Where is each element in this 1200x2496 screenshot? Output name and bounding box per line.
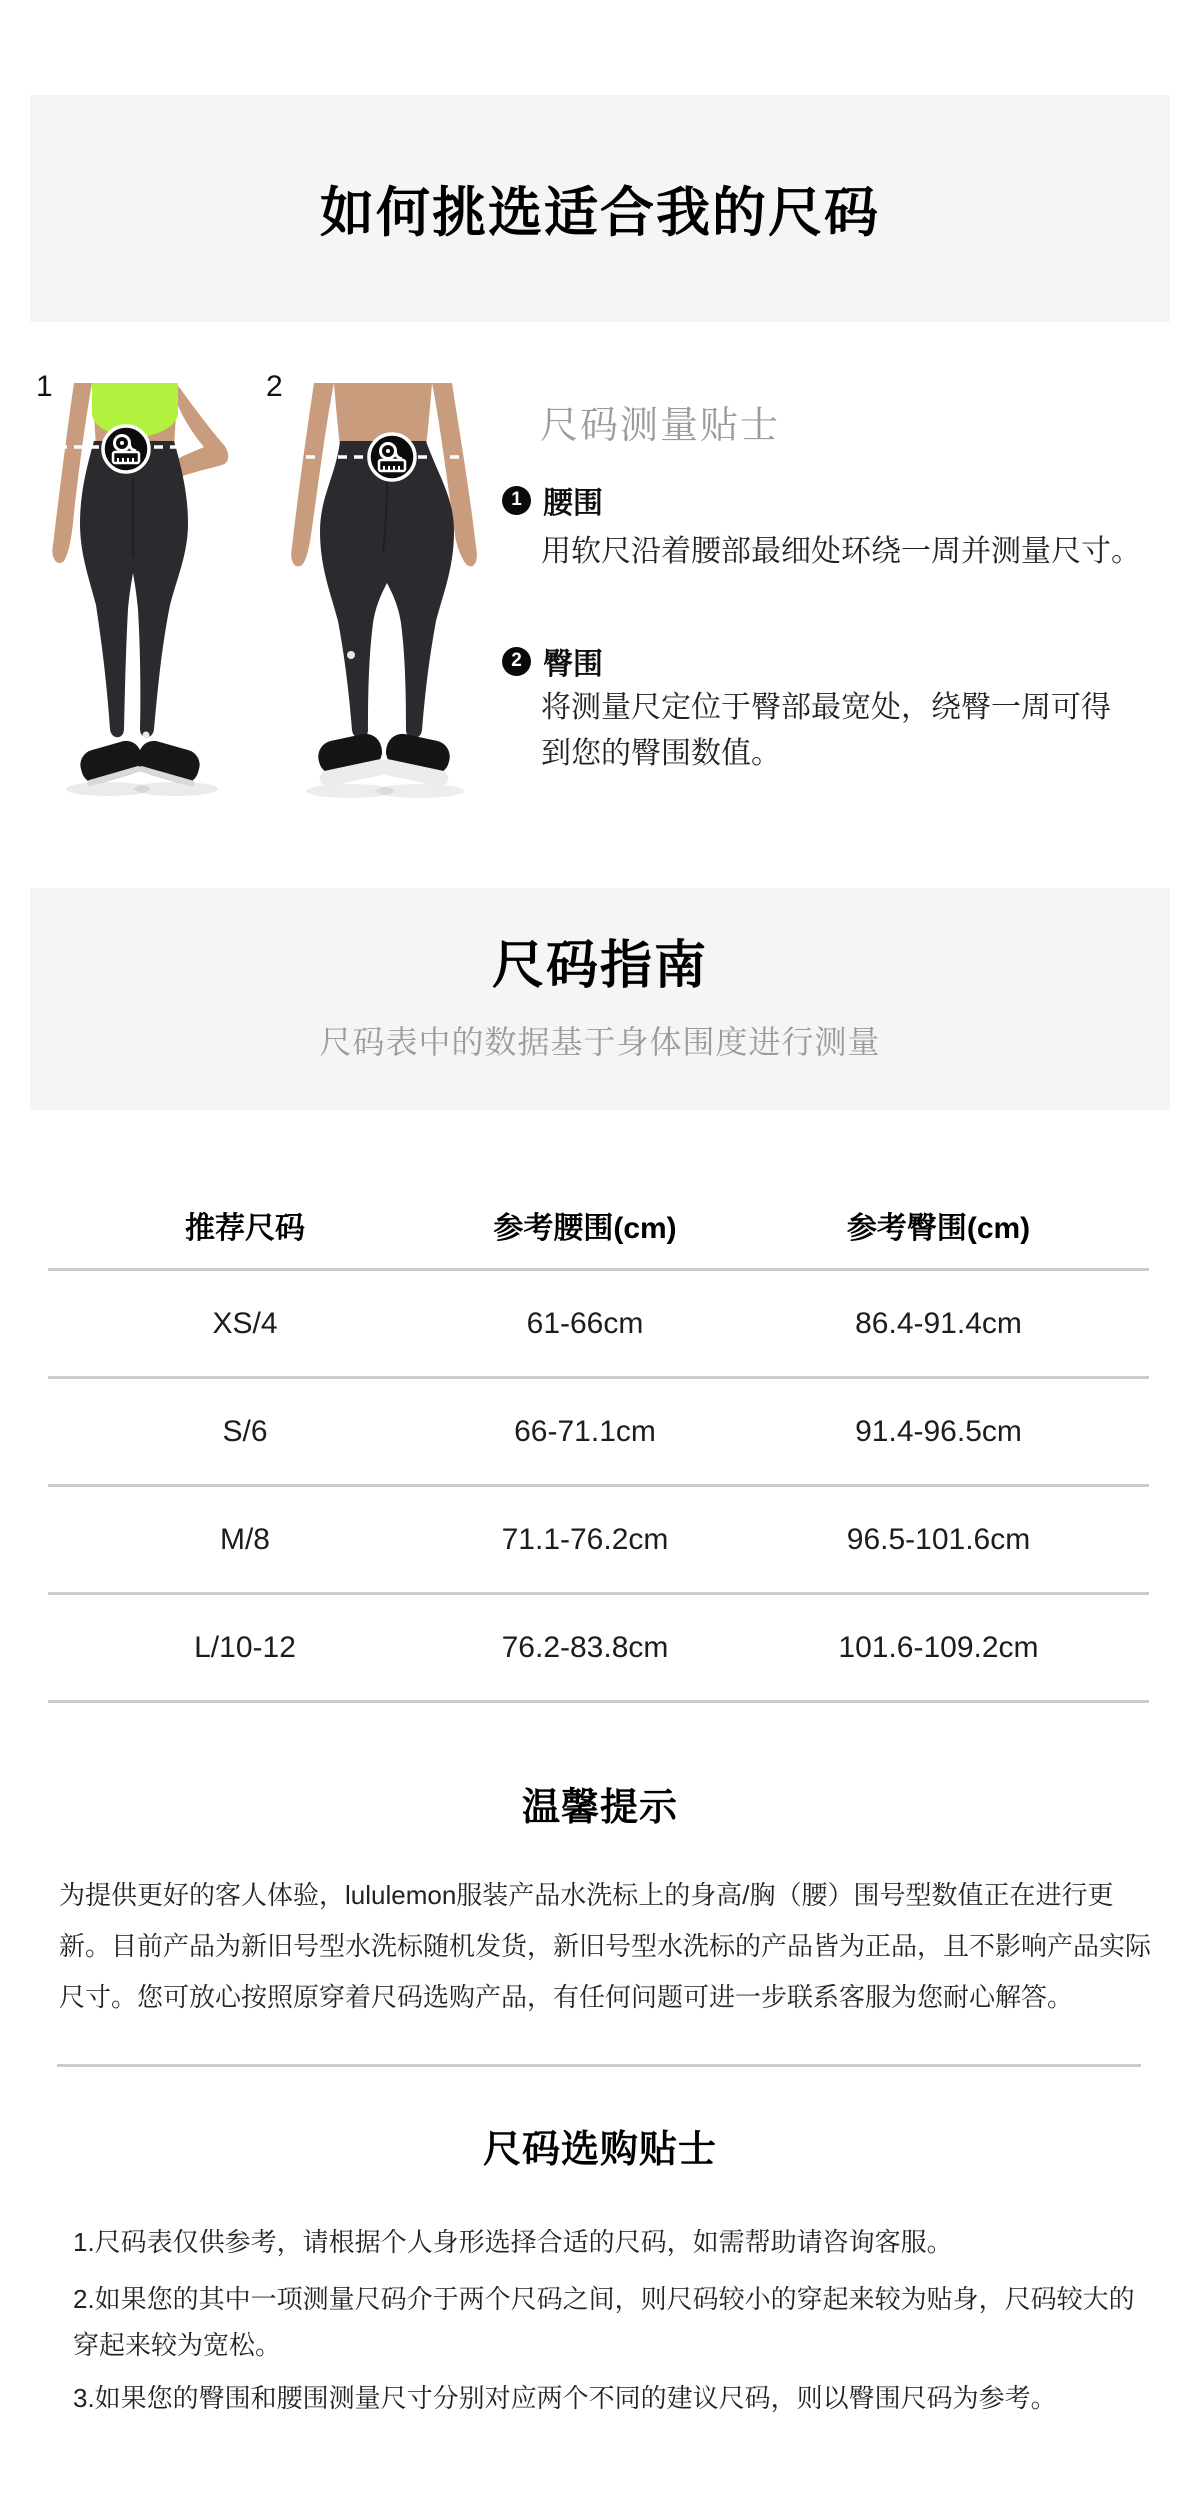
warm-tips-line-1: 为提供更好的客人体验，lululemon服装产品水洗标上的身高/胸（腰）围号型数值正在进行更 — [59, 1880, 1114, 1910]
size-cell: XS/4 — [212, 1306, 278, 1340]
size-cell: M/8 — [219, 1522, 270, 1556]
measure-tips-heading: 尺码测量贴士 — [540, 405, 781, 447]
warm-tips-title: 温馨提示 — [521, 1787, 678, 1829]
size-cell: L/10-12 — [194, 1630, 296, 1664]
selection-tip-1: 1.尺码表仅供参考，请根据个人身形选择合适的尺码，如需帮助请咨询客服。 — [73, 2227, 953, 2257]
tape-measure-icon — [103, 426, 149, 472]
waist-cell: 61-66cm — [526, 1306, 644, 1340]
table-row-xs — [48, 1268, 1149, 1376]
tape-measure-icon — [369, 434, 415, 480]
model-photo-back — [248, 383, 480, 805]
selection-tips-title: 尺码选购贴士 — [482, 2129, 717, 2171]
size-guide-banner — [30, 888, 1170, 1110]
table-header-row — [48, 1181, 1149, 1268]
tip-1-badge: 1 — [502, 486, 531, 515]
size-guide-title: 尺码指南 — [491, 937, 708, 995]
page-title: 如何挑选适合我的尺码 — [320, 183, 880, 243]
tip-1-title: 腰围 — [543, 487, 603, 520]
photo-index-2: 2 — [266, 370, 283, 403]
table-row-s — [48, 1376, 1149, 1484]
hip-cell: 96.5-101.6cm — [846, 1522, 1031, 1556]
column-header-waist: 参考腰围(cm) — [493, 1211, 677, 1245]
hip-cell: 101.6-109.2cm — [838, 1630, 1039, 1664]
table-row-m — [48, 1484, 1149, 1592]
tip-waist — [502, 483, 603, 520]
warm-tips-line-2: 新。目前产品为新旧号型水洗标随机发货，新旧号型水洗标的产品皆为正品，且不影响产品实际 — [59, 1931, 1152, 1961]
selection-tip-2-line-2: 穿起来较为宽松。 — [73, 2330, 282, 2360]
waist-cell: 66-71.1cm — [514, 1414, 656, 1448]
selection-tip-2-line-1: 2.如果您的其中一项测量尺码介于两个尺码之间，则尺码较小的穿起来较为贴身，尺码较大的 — [73, 2284, 1135, 2314]
size-cell: S/6 — [222, 1414, 268, 1448]
selection-tip-3: 3.如果您的臀围和腰围测量尺寸分别对应两个不同的建议尺码，则以臀围尺码为参考。 — [73, 2383, 1057, 2413]
model-photo-front — [28, 383, 250, 805]
tip-2-description-line-1: 将测量尺定位于臀部最宽处，绕臀一周可得 — [541, 691, 1111, 724]
column-header-size: 推荐尺码 — [185, 1211, 305, 1245]
section-divider — [57, 2064, 1141, 2067]
tip-2-badge: 2 — [502, 647, 531, 676]
hero-banner — [30, 95, 1170, 322]
tip-2-description-line-2: 到您的臀围数值。 — [541, 737, 781, 770]
tip-hip — [502, 644, 603, 681]
column-header-hip: 参考臀围(cm) — [846, 1211, 1031, 1245]
hip-cell: 91.4-96.5cm — [855, 1414, 1022, 1448]
tip-2-title: 臀围 — [543, 648, 603, 681]
waist-cell: 76.2-83.8cm — [501, 1630, 669, 1664]
tip-1-description: 用软尺沿着腰部最细处环绕一周并测量尺寸。 — [541, 535, 1141, 568]
table-row-l — [48, 1592, 1149, 1700]
size-guide-table — [48, 1181, 1149, 1703]
hip-cell: 86.4-91.4cm — [855, 1306, 1022, 1340]
photo-index-1: 1 — [36, 370, 53, 403]
size-guide-subtitle: 尺码表中的数据基于身体围度进行测量 — [319, 1024, 881, 1060]
warm-tips-line-3: 尺寸。您可放心按照原穿着尺码选购产品，有任何问题可进一步联系客服为您耐心解答。 — [59, 1982, 1074, 2012]
waist-cell: 71.1-76.2cm — [501, 1522, 669, 1556]
